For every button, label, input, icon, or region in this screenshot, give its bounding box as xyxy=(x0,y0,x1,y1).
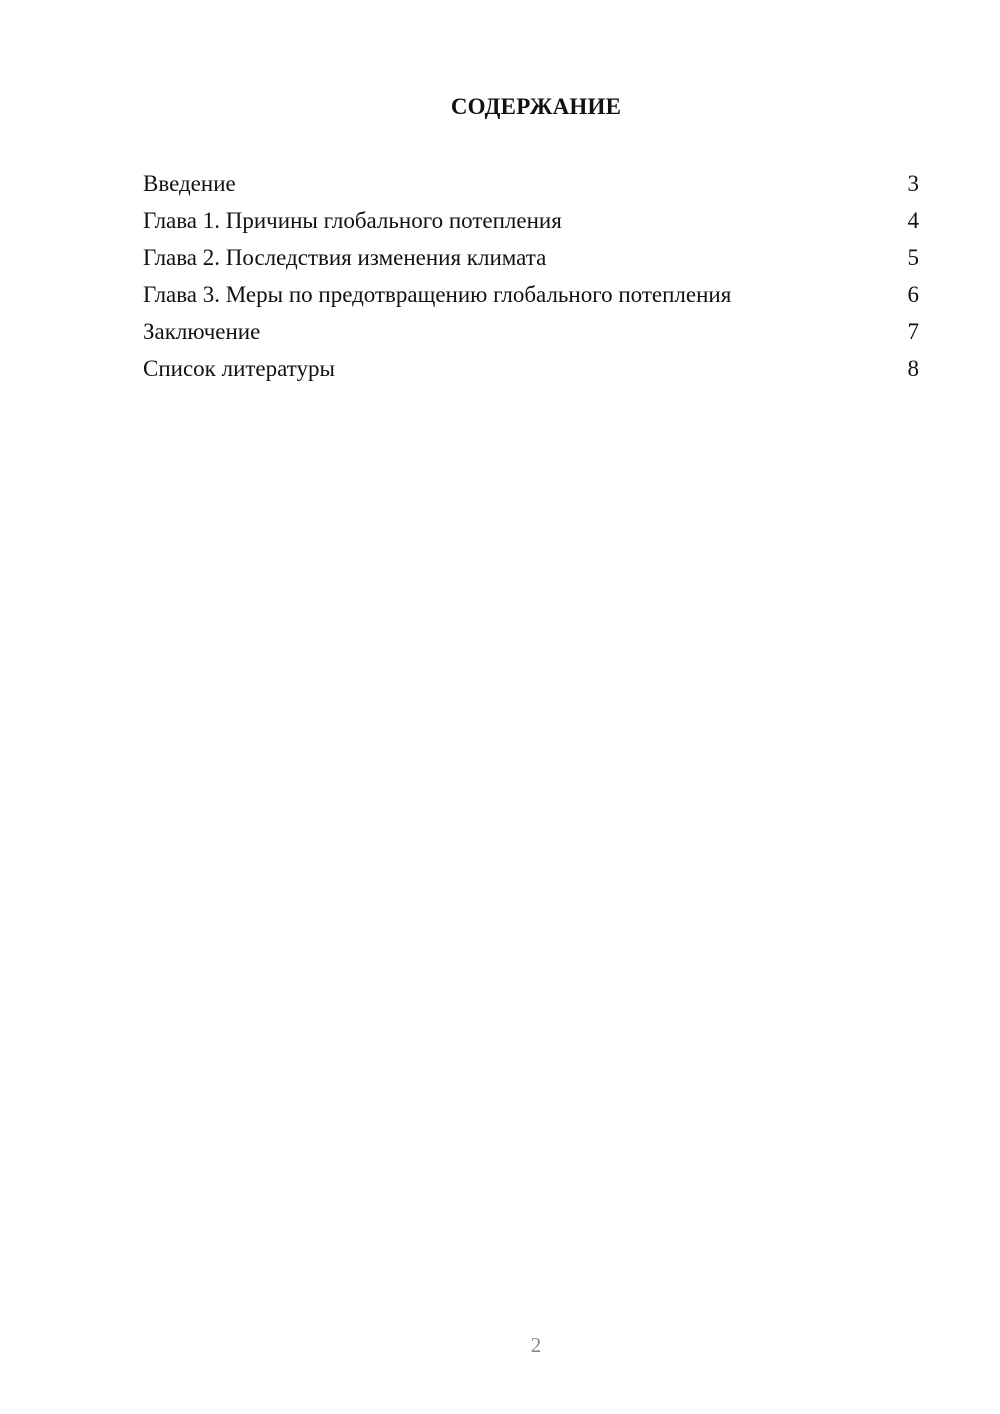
toc-entry-page: 6 xyxy=(907,282,919,307)
page-number: 2 xyxy=(530,1333,542,1357)
table-of-contents xyxy=(143,169,919,391)
toc-entry-introduction xyxy=(143,169,919,206)
toc-entry-page: 3 xyxy=(907,171,919,196)
toc-entry-page: 7 xyxy=(907,319,919,344)
toc-entry-label: Глава 2. Последствия изменения климата xyxy=(143,245,547,270)
toc-entry-chapter-3 xyxy=(143,280,919,317)
toc-entry-label: Глава 3. Меры по предотвращению глобального потепления xyxy=(143,282,732,307)
toc-entry-chapter-1 xyxy=(143,206,919,243)
toc-entry-label: Глава 1. Причины глобального потепления xyxy=(143,208,562,233)
toc-entry-page: 5 xyxy=(907,245,919,270)
toc-entry-chapter-2 xyxy=(143,243,919,280)
page-title: СОДЕРЖАНИЕ xyxy=(450,94,622,119)
toc-entry-conclusion xyxy=(143,317,919,354)
toc-entry-bibliography xyxy=(143,354,919,391)
toc-entry-label: Введение xyxy=(143,171,236,196)
toc-entry-label: Заключение xyxy=(143,319,261,344)
toc-entry-label: Список литературы xyxy=(143,356,335,381)
toc-entry-page: 8 xyxy=(907,356,919,381)
toc-entry-page: 4 xyxy=(907,208,919,233)
